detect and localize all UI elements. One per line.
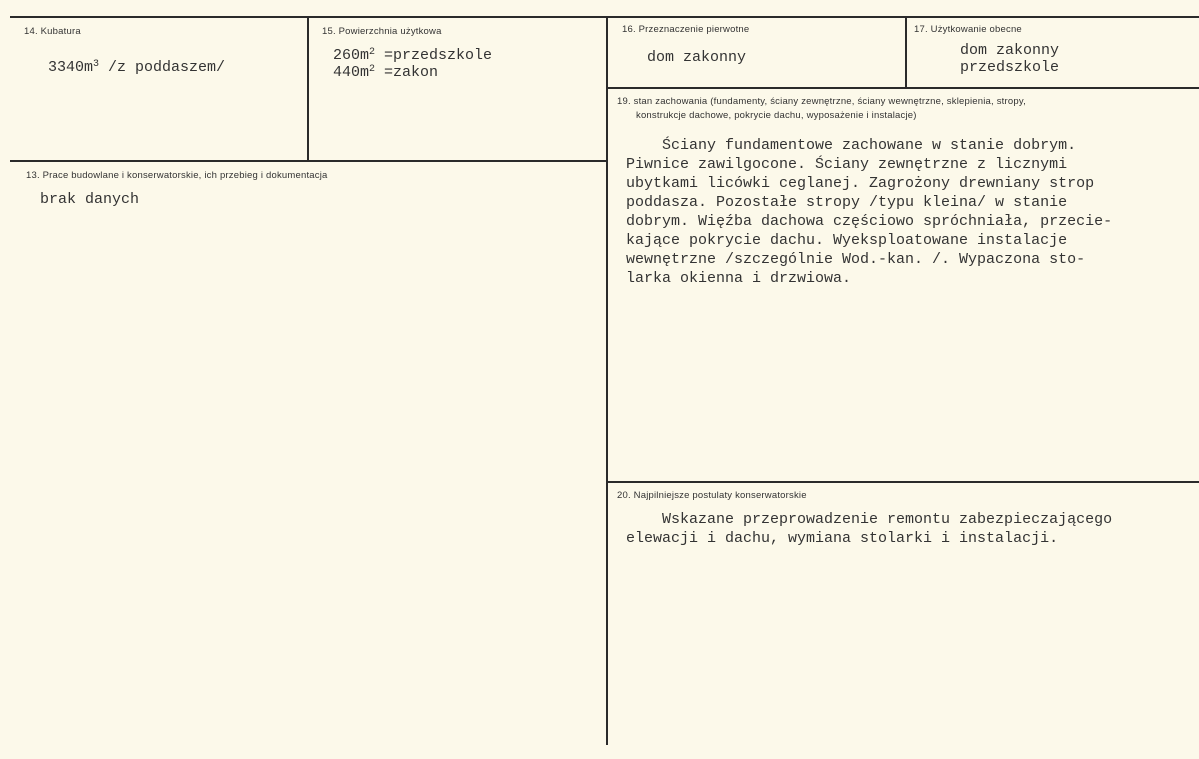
- stan-line: Ściany fundamentowe zachowane w stanie dobrym.: [626, 137, 1077, 154]
- powierzchnia-line-1-number: 260m: [333, 47, 370, 64]
- top-rule: [10, 16, 1199, 18]
- kubatura-label: 14. Kubatura: [24, 26, 81, 37]
- powierzchnia-line-1-text: =przedszkole: [375, 47, 493, 64]
- stan-label-line-1: 19. stan zachowania (fundamenty, ściany zewnętrzne, ściany wewnętrzne, sklepienia, stropy,: [617, 96, 1026, 107]
- stan-line: dobrym. Więźba dachowa częściowo spróchniała, przecie-: [626, 213, 1113, 230]
- vertical-rule-3: [905, 17, 907, 88]
- stan-line: ubytkami licówki ceglanej. Zagrożony drewniany strop: [626, 175, 1095, 192]
- uzytkowanie-value-line-2: przedszkole: [960, 59, 1060, 76]
- vertical-rule-2: [606, 17, 608, 745]
- uzytkowanie-label: 17. Użytkowanie obecne: [914, 24, 1022, 35]
- powierzchnia-line-1-exponent: 2: [369, 47, 376, 58]
- kubatura-value: [48, 58, 225, 77]
- stan-line: kające pokrycie dachu. Wyeksploatowane instalacje: [626, 232, 1068, 249]
- postulaty-line: Wskazane przeprowadzenie remontu zabezpieczającego: [626, 511, 1113, 528]
- vertical-rule-1: [307, 17, 309, 161]
- postulaty-text: [626, 510, 1112, 548]
- stan-line: wewnętrzne /szczególnie Wod.-kan. /. Wypaczona sto-: [626, 251, 1086, 268]
- uzytkowanie-value-line-1: dom zakonny: [960, 42, 1060, 59]
- powierzchnia-line-2-exponent: 2: [369, 64, 376, 75]
- powierzchnia-line-2-text: =zakon: [375, 64, 439, 81]
- postulaty-label: 20. Najpilniejsze postulaty konserwatorskie: [617, 490, 807, 501]
- kubatura-note: /z poddaszem/: [99, 59, 226, 76]
- rule-under-14-15: [10, 160, 608, 162]
- stan-label-line-2: konstrukcje dachowe, pokrycie dachu, wyposażenie i instalacje): [636, 110, 917, 121]
- kubatura-number: 3340m: [48, 59, 94, 76]
- kubatura-exponent: 3: [93, 59, 100, 70]
- przeznaczenie-value: dom zakonny: [647, 49, 747, 66]
- rule-above-20: [607, 481, 1199, 483]
- przeznaczenie-label: 16. Przeznaczenie pierwotne: [622, 24, 750, 35]
- postulaty-line: elewacji i dachu, wymiana stolarki i instalacji.: [626, 530, 1059, 547]
- prace-value: brak danych: [40, 191, 140, 208]
- stan-line: poddasza. Pozostałe stropy /typu kleina/ w stanie: [626, 194, 1068, 211]
- stan-text: [626, 136, 1112, 288]
- powierzchnia-line-2-number: 440m: [333, 64, 370, 81]
- stan-line: Piwnice zawilgocone. Ściany zewnętrzne z licznymi: [626, 156, 1068, 173]
- powierzchnia-line-2: [333, 63, 438, 82]
- prace-label: 13. Prace budowlane i konserwatorskie, ich przebieg i dokumentacja: [26, 170, 328, 181]
- rule-under-16-17: [607, 87, 1199, 89]
- stan-line: larka okienna i drzwiowa.: [626, 270, 852, 287]
- powierzchnia-label: 15. Powierzchnia użytkowa: [322, 26, 442, 37]
